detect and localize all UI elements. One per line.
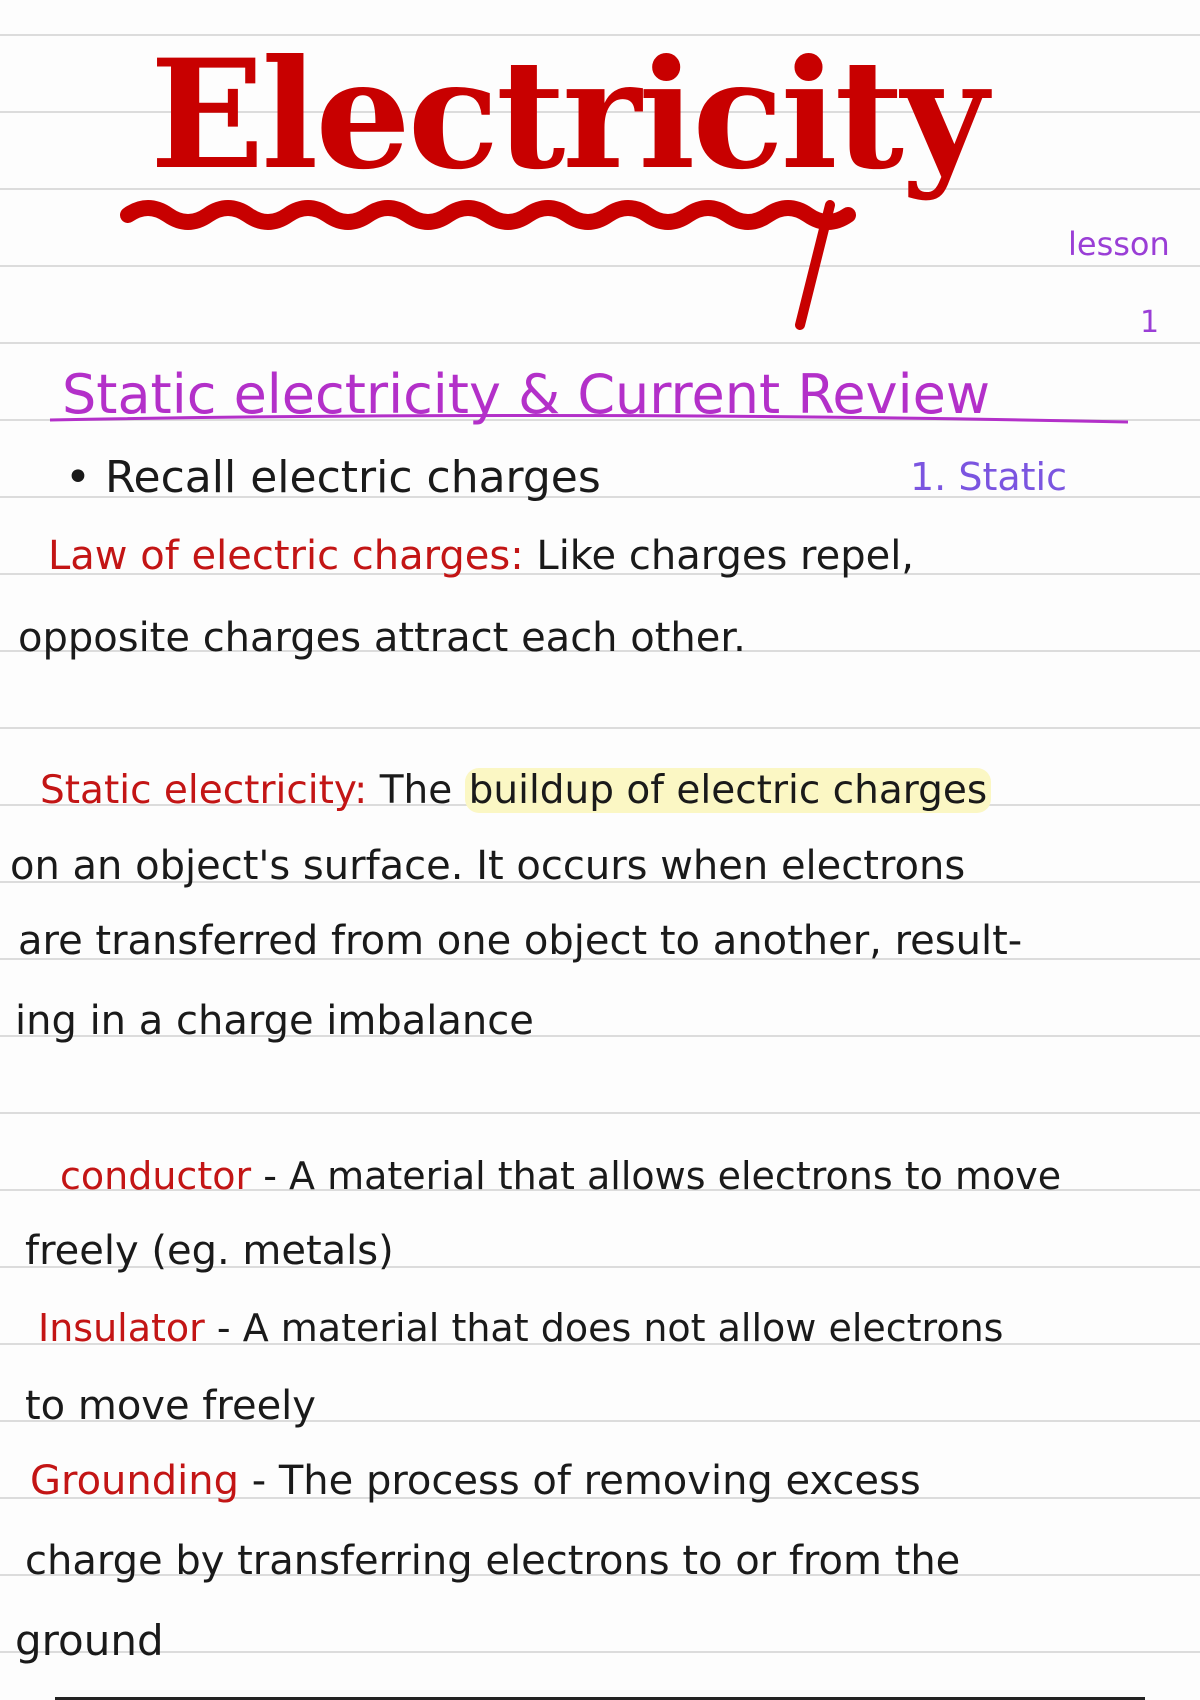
static-term: Static electricity: xyxy=(40,768,368,813)
grounding-dash: - xyxy=(251,1458,279,1504)
conductor-definition: A material that allows electrons to move xyxy=(289,1154,1062,1198)
recall-text: Recall electric charges xyxy=(104,452,601,503)
insulator-dash: - xyxy=(216,1306,243,1350)
conductor-continuation: freely (eg. metals) xyxy=(25,1228,394,1274)
static-tag: 1. Static xyxy=(910,455,1067,499)
insulator-continuation: to move freely xyxy=(25,1383,316,1429)
page-title: Electricity xyxy=(150,27,986,203)
static-line-3: are transferred from one object to another, result- xyxy=(18,918,1023,964)
static-line-4: ing in a charge imbalance xyxy=(15,998,534,1044)
static-highlight: buildup of electric charges xyxy=(465,768,992,813)
conductor-dash: - xyxy=(263,1154,289,1198)
insulator-definition: A material that does not allow electrons xyxy=(242,1306,1004,1350)
grounding-line xyxy=(30,1445,1200,1517)
lesson-number: 1 xyxy=(1140,305,1160,340)
bullet-dot: • xyxy=(65,452,91,503)
grounding-line-3: ground xyxy=(15,1616,164,1665)
section-heading: Static electricity & Current Review xyxy=(62,363,990,426)
conductor-term: conductor xyxy=(60,1154,252,1198)
insulator-line xyxy=(38,1292,1200,1364)
law-term: Law of electric charges: xyxy=(48,533,524,579)
law-definition: Like charges repel, xyxy=(536,533,915,579)
grounding-line-2: charge by transferring electrons to or from the xyxy=(25,1538,961,1584)
static-line xyxy=(40,755,1200,827)
static-line-2: on an object's surface. It occurs when electrons xyxy=(10,843,966,889)
conductor-line xyxy=(60,1140,1200,1212)
lesson-label: lesson xyxy=(1068,225,1170,263)
law-line xyxy=(48,520,1200,592)
static-lead: The xyxy=(379,768,453,813)
insulator-term: Insulator xyxy=(38,1306,205,1350)
grounding-definition: The process of removing excess xyxy=(278,1458,921,1504)
grounding-term: Grounding xyxy=(30,1458,239,1504)
law-continuation: opposite charges attract each other. xyxy=(18,615,746,661)
